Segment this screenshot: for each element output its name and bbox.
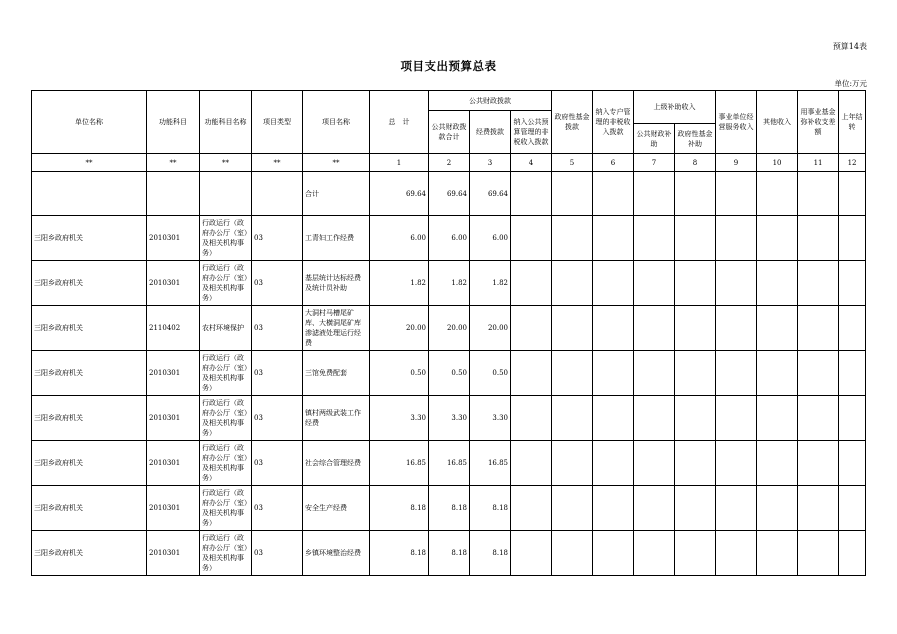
- empty-cell: [511, 261, 552, 306]
- empty-cell: [552, 396, 593, 441]
- page-title: 项目支出预算总表: [400, 59, 497, 73]
- empty-cell: [634, 531, 675, 576]
- empty-cell: [552, 261, 593, 306]
- empty-cell: [675, 351, 716, 396]
- cell-project-name: 工青妇工作经费: [303, 216, 370, 261]
- table-row: [32, 441, 866, 486]
- empty-cell: [798, 306, 839, 351]
- code-cell: 12: [839, 154, 866, 172]
- cell-func-name: 行政运行（政府办公厅（室）及相关机构事务）: [200, 441, 252, 486]
- cell-project-type: 03: [252, 396, 303, 441]
- table-row: [32, 351, 866, 396]
- cell-project-name: 三馆免费配套: [303, 351, 370, 396]
- empty-cell: [839, 261, 866, 306]
- cell-operating: 6.00: [470, 216, 511, 261]
- header-func-subject: 功能科目: [147, 91, 200, 154]
- code-cell: 2: [429, 154, 470, 172]
- header-operating-funds: 经费拨款: [470, 111, 511, 154]
- empty-cell: [511, 396, 552, 441]
- table-row: [32, 306, 866, 351]
- empty-cell: [511, 351, 552, 396]
- cell-unit: 三阳乡政府机关: [32, 441, 147, 486]
- empty-cell: [511, 441, 552, 486]
- cell-total: 8.18: [370, 486, 429, 531]
- header-total: 总 计: [370, 91, 429, 154]
- empty-cell: [757, 531, 798, 576]
- header-special-nontax: 纳入专户管理的非税收入拨款: [593, 91, 634, 154]
- empty-cell: [716, 216, 757, 261]
- table-row: [32, 216, 866, 261]
- empty-cell: [798, 261, 839, 306]
- header-fund-balance: 用事业基金弥补收支差额: [798, 91, 839, 154]
- empty-cell: [757, 306, 798, 351]
- code-cell: 6: [593, 154, 634, 172]
- total-operating: 69.64: [470, 172, 511, 216]
- code-cell: 9: [716, 154, 757, 172]
- table-row: [32, 531, 866, 576]
- empty-cell: [716, 396, 757, 441]
- empty-cell: [798, 486, 839, 531]
- empty-cell: [839, 306, 866, 351]
- cell-func-code: 2010301: [147, 441, 200, 486]
- cell-project-type: 03: [252, 351, 303, 396]
- empty-cell: [634, 396, 675, 441]
- code-cell: **: [200, 154, 252, 172]
- header-nontax-in-budget: 纳入公共预算管理的非税收入拨款: [511, 111, 552, 154]
- header-carryover: 上年结转: [839, 91, 866, 154]
- empty-cell: [552, 531, 593, 576]
- empty-cell: [511, 216, 552, 261]
- empty-cell: [593, 351, 634, 396]
- empty-cell: [839, 441, 866, 486]
- empty-cell: [552, 441, 593, 486]
- empty-cell: [675, 306, 716, 351]
- cell-func-code: 2010301: [147, 351, 200, 396]
- header-public-finance-subtotal: 公共财政拨款合计: [429, 111, 470, 154]
- empty-cell: [716, 261, 757, 306]
- empty-cell: [552, 486, 593, 531]
- cell-func-name: 行政运行（政府办公厅（室）及相关机构事务）: [200, 261, 252, 306]
- cell-project-type: 03: [252, 486, 303, 531]
- empty-cell: [675, 396, 716, 441]
- cell-project-type: 03: [252, 441, 303, 486]
- header-func-subject-name: 功能科目名称: [200, 91, 252, 154]
- header-superior-subsidy: 上级补助收入: [634, 91, 716, 124]
- empty-cell: [839, 351, 866, 396]
- cell-func-code: 2010301: [147, 531, 200, 576]
- empty-cell: [675, 531, 716, 576]
- code-row: [32, 154, 866, 172]
- header-project-type: 项目类型: [252, 91, 303, 154]
- cell-project-type: 03: [252, 306, 303, 351]
- table-row: [32, 396, 866, 441]
- empty-cell: [716, 486, 757, 531]
- empty-cell: [511, 486, 552, 531]
- cell-func-name: 行政运行（政府办公厅（室）及相关机构事务）: [200, 531, 252, 576]
- cell-func-name: 行政运行（政府办公厅（室）及相关机构事务）: [200, 486, 252, 531]
- cell-project-name: 基层统计达标经费及统计员补助: [303, 261, 370, 306]
- cell-total: 8.18: [370, 531, 429, 576]
- empty-cell: [675, 441, 716, 486]
- empty-cell: [675, 216, 716, 261]
- header-unit-name: 单位名称: [32, 91, 147, 154]
- code-cell: 7: [634, 154, 675, 172]
- cell-project-type: 03: [252, 216, 303, 261]
- empty-cell: [634, 351, 675, 396]
- cell-operating: 3.30: [470, 396, 511, 441]
- cell-unit: 三阳乡政府机关: [32, 531, 147, 576]
- empty-cell: [757, 486, 798, 531]
- empty-cell: [757, 441, 798, 486]
- header-other-income: 其他收入: [757, 91, 798, 154]
- empty-cell: [634, 486, 675, 531]
- code-cell: 10: [757, 154, 798, 172]
- code-cell: 1: [370, 154, 429, 172]
- cell-project-type: 03: [252, 531, 303, 576]
- cell-unit: 三阳乡政府机关: [32, 351, 147, 396]
- empty-cell: [634, 216, 675, 261]
- empty-cell: [634, 441, 675, 486]
- code-cell: 3: [470, 154, 511, 172]
- empty-cell: [593, 396, 634, 441]
- empty-cell: [593, 306, 634, 351]
- empty-cell: [675, 261, 716, 306]
- empty-cell: [839, 486, 866, 531]
- empty-cell: [675, 486, 716, 531]
- header-gov-fund: 政府性基金拨款: [552, 91, 593, 154]
- cell-project-name: 大洞村马槽尾矿库、大横洞尾矿库渗滤液处理运行经费: [303, 306, 370, 351]
- header-business-income: 事业单位经营服务收入: [716, 91, 757, 154]
- empty-cell: [757, 261, 798, 306]
- code-cell: 8: [675, 154, 716, 172]
- code-cell: **: [303, 154, 370, 172]
- cell-unit: 三阳乡政府机关: [32, 216, 147, 261]
- cell-func-code: 2010301: [147, 486, 200, 531]
- cell-operating: 1.82: [470, 261, 511, 306]
- cell-subtotal: 0.50: [429, 351, 470, 396]
- cell-unit: 三阳乡政府机关: [32, 486, 147, 531]
- cell-operating: 0.50: [470, 351, 511, 396]
- empty-cell: [552, 351, 593, 396]
- empty-cell: [757, 216, 798, 261]
- cell-total: 3.30: [370, 396, 429, 441]
- table-row: [32, 486, 866, 531]
- cell-subtotal: 16.85: [429, 441, 470, 486]
- header-public-finance: 公共财政拨款: [429, 91, 552, 111]
- empty-cell: [634, 261, 675, 306]
- cell-func-name: 行政运行（政府办公厅（室）及相关机构事务）: [200, 216, 252, 261]
- header-superior-public-finance: 公共财政补助: [634, 124, 675, 154]
- empty-cell: [593, 216, 634, 261]
- cell-total: 1.82: [370, 261, 429, 306]
- cell-project-name: 镇村两级武装工作经费: [303, 396, 370, 441]
- cell-unit: 三阳乡政府机关: [32, 306, 147, 351]
- cell-subtotal: 1.82: [429, 261, 470, 306]
- cell-func-code: 2010301: [147, 396, 200, 441]
- cell-total: 0.50: [370, 351, 429, 396]
- empty-cell: [716, 531, 757, 576]
- empty-cell: [511, 531, 552, 576]
- empty-cell: [716, 351, 757, 396]
- code-cell: **: [32, 154, 147, 172]
- cell-func-code: 2010301: [147, 216, 200, 261]
- code-cell: 11: [798, 154, 839, 172]
- empty-cell: [798, 441, 839, 486]
- cell-unit: 三阳乡政府机关: [32, 261, 147, 306]
- empty-cell: [511, 306, 552, 351]
- header-project-name: 项目名称: [303, 91, 370, 154]
- cell-subtotal: 3.30: [429, 396, 470, 441]
- cell-func-name: 行政运行（政府办公厅（室）及相关机构事务）: [200, 396, 252, 441]
- cell-project-name: 安全生产经费: [303, 486, 370, 531]
- empty-cell: [798, 216, 839, 261]
- empty-cell: [798, 351, 839, 396]
- cell-func-name: 农村环境保护: [200, 306, 252, 351]
- empty-cell: [839, 216, 866, 261]
- empty-cell: [593, 261, 634, 306]
- table-row: [32, 261, 866, 306]
- total-subtotal: 69.64: [429, 172, 470, 216]
- empty-cell: [716, 306, 757, 351]
- cell-subtotal: 8.18: [429, 531, 470, 576]
- empty-cell: [757, 396, 798, 441]
- cell-func-name: 行政运行（政府办公厅（室）及相关机构事务）: [200, 351, 252, 396]
- empty-cell: [593, 531, 634, 576]
- form-number: 预算14表: [832, 42, 867, 51]
- empty-cell: [593, 486, 634, 531]
- code-cell: **: [252, 154, 303, 172]
- code-cell: 5: [552, 154, 593, 172]
- cell-unit: 三阳乡政府机关: [32, 396, 147, 441]
- empty-cell: [757, 351, 798, 396]
- total-amount: 69.64: [370, 172, 429, 216]
- header-superior-gov-fund: 政府性基金补助: [675, 124, 716, 154]
- total-label: 合计: [303, 172, 370, 216]
- unit-label: 单位:万元: [834, 79, 867, 88]
- code-cell: 4: [511, 154, 552, 172]
- total-row: [32, 172, 866, 216]
- empty-cell: [593, 441, 634, 486]
- cell-subtotal: 20.00: [429, 306, 470, 351]
- cell-total: 6.00: [370, 216, 429, 261]
- budget-table: [31, 90, 866, 576]
- cell-project-type: 03: [252, 261, 303, 306]
- cell-operating: 20.00: [470, 306, 511, 351]
- empty-cell: [634, 306, 675, 351]
- cell-func-code: 2010301: [147, 261, 200, 306]
- cell-total: 20.00: [370, 306, 429, 351]
- empty-cell: [839, 531, 866, 576]
- empty-cell: [716, 441, 757, 486]
- cell-operating: 8.18: [470, 531, 511, 576]
- cell-total: 16.85: [370, 441, 429, 486]
- empty-cell: [552, 216, 593, 261]
- cell-subtotal: 8.18: [429, 486, 470, 531]
- cell-operating: 8.18: [470, 486, 511, 531]
- cell-operating: 16.85: [470, 441, 511, 486]
- empty-cell: [552, 306, 593, 351]
- cell-project-name: 乡镇环境整治经费: [303, 531, 370, 576]
- empty-cell: [798, 396, 839, 441]
- cell-subtotal: 6.00: [429, 216, 470, 261]
- empty-cell: [798, 531, 839, 576]
- empty-cell: [839, 396, 866, 441]
- cell-project-name: 社会综合管理经费: [303, 441, 370, 486]
- cell-func-code: 2110402: [147, 306, 200, 351]
- code-cell: **: [147, 154, 200, 172]
